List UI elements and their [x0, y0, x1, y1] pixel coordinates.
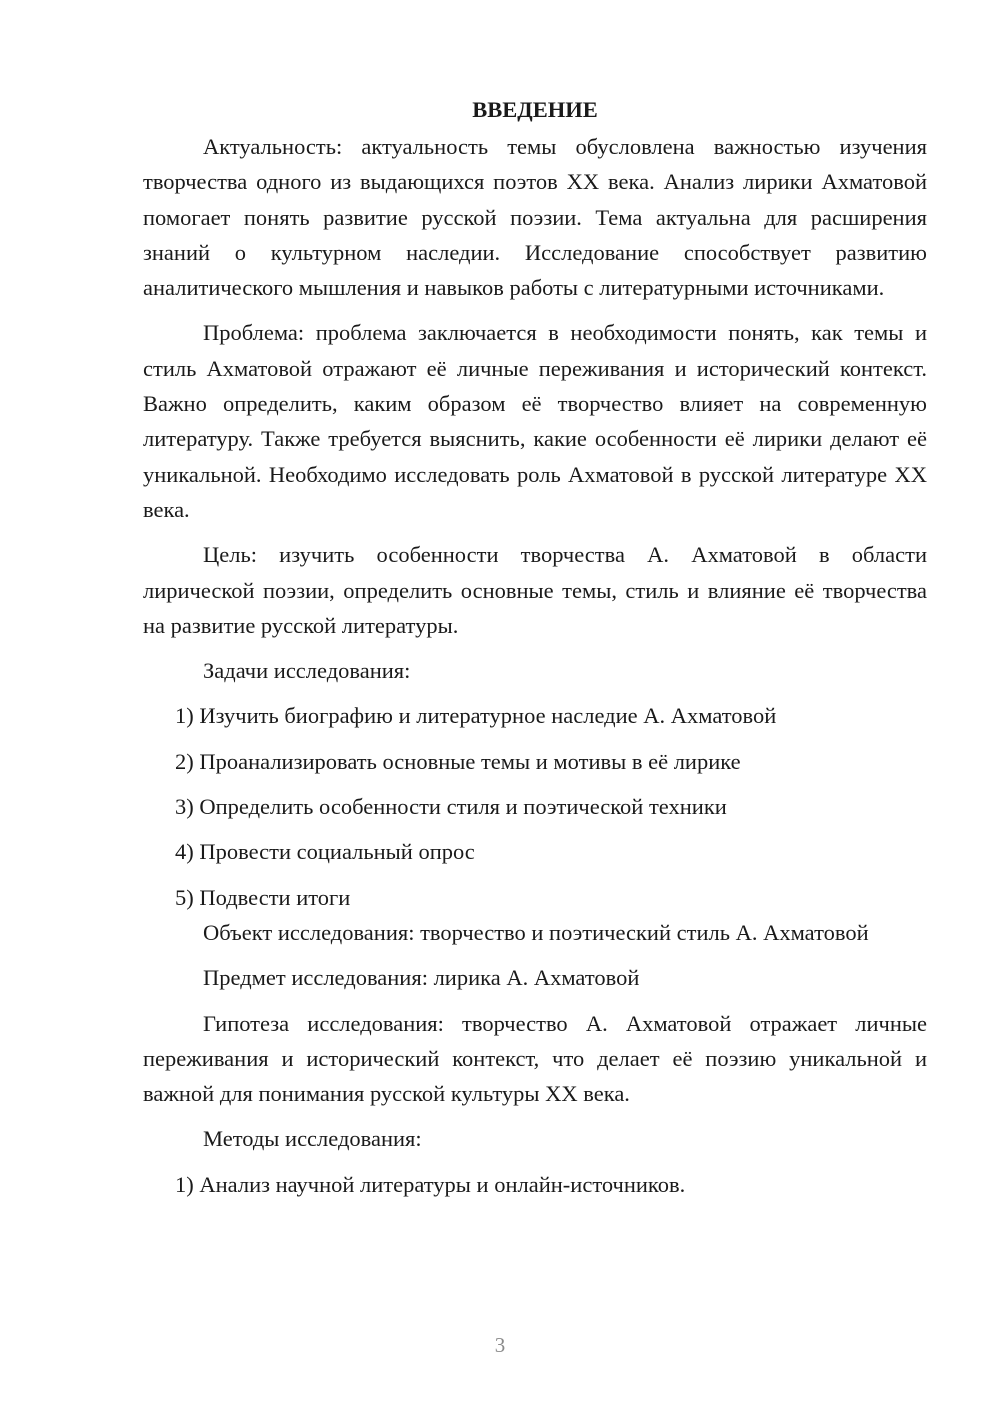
problem-paragraph: Проблема: проблема заключается в необходимости понять, как темы и стиль Ахматовой отражают её личные переживания и исторический контекст. Важно определить, каким образом её творчество влияет на современную литературу. Также требуется выяснить, какие особенности её лирики делают её уникальной. Необходимо исследовать роль Ахматовой в русской литературе XX века. — [143, 320, 927, 522]
task-item-4: 4) Провести социальный опрос — [175, 839, 475, 865]
task-item-1: 1) Изучить биографию и литературное наследие А. Ахматовой — [175, 703, 777, 729]
relevance-paragraph: Актуальность: актуальность темы обусловлена важностью изучения творчества одного из выдающихся поэтов XX века. Анализ лирики Ахматовой помогает понять развитие русской поэзии. Тема актуальна для расширения знаний о культурном наследии. Исследование способствует развитию аналитического мышления и навыков работы с литературными источниками. — [143, 134, 927, 301]
document-page — [143, 92, 927, 1202]
task-item-3: 3) Определить особенности стиля и поэтической техники — [175, 794, 727, 820]
task-item-5: 5) Подвести итоги — [175, 884, 351, 910]
hypothesis-paragraph: Гипотеза исследования: творчество А. Ахматовой отражает личные переживания и исторический контекст, что делает её поэзию уникальной и важной для понимания русской культуры XX века. — [143, 1010, 927, 1107]
tasks-heading: Задачи исследования: — [203, 658, 411, 684]
method-item-1: 1) Анализ научной литературы и онлайн-источников. — [175, 1171, 686, 1197]
object-paragraph: Объект исследования: творчество и поэтический стиль А. Ахматовой — [203, 919, 869, 945]
task-item-2: 2) Проанализировать основные темы и мотивы в её лирике — [175, 748, 741, 774]
subject-paragraph: Предмет исследования: лирика А. Ахматовой — [203, 965, 640, 991]
page-number: 3 — [494, 1333, 506, 1357]
methods-heading: Методы исследования: — [203, 1126, 422, 1152]
goal-paragraph: Цель: изучить особенности творчества А. Ахматовой в области лирической поэзии, определить основные темы, стиль и влияние её творчества на развитие русской литературы. — [143, 542, 927, 638]
section-title: ВВЕДЕНИЕ — [472, 97, 598, 122]
